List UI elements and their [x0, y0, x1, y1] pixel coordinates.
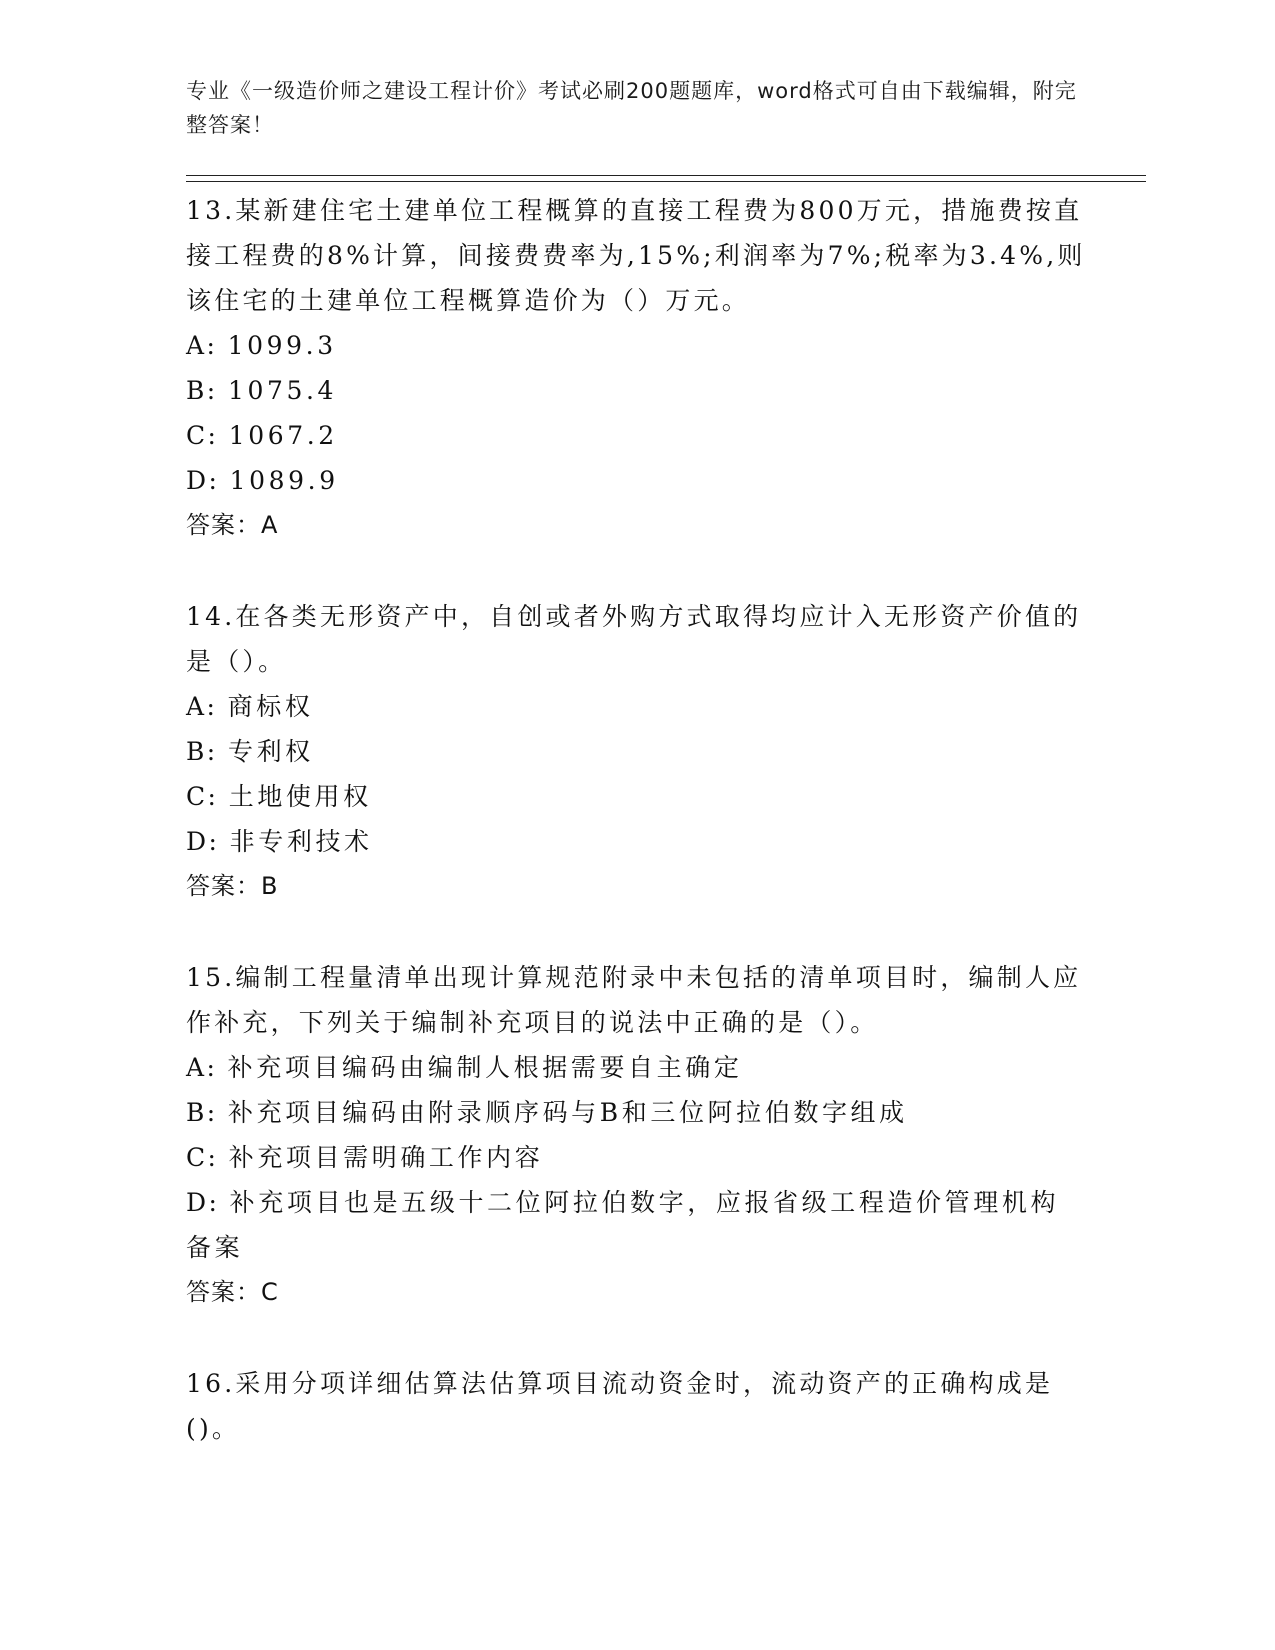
option-label: C: [186, 1143, 219, 1172]
option-text: 补充项目编码由附录顺序码与B和三位阿拉伯数字组成 [227, 1098, 908, 1127]
option-text: 专利权 [227, 737, 314, 766]
answer-line: 答案：B [186, 872, 279, 900]
header-text: 专业《一级造价师之建设工程计价》考试必刷200题题库，word格式可自由下载编辑，附完整答案！ [186, 79, 1077, 137]
option-d [186, 1180, 1086, 1270]
option-label: C: [186, 782, 219, 811]
option-b [186, 729, 1086, 774]
option-label: C: [186, 421, 219, 450]
spacer [186, 1315, 1086, 1361]
document-header [186, 74, 1086, 142]
option-label: D: [186, 466, 220, 495]
option-c [186, 1135, 1086, 1180]
option-label: A: [186, 1053, 218, 1082]
question-text: 15.编制工程量清单出现计算规范附录中未包括的清单项目时，编制人应作补充，下列关于编制补充项目的说法中正确的是（）。 [186, 963, 1082, 1037]
option-text: 1075.4 [227, 376, 338, 405]
header-rule-bottom [186, 181, 1146, 182]
option-d [186, 458, 1086, 503]
option-text: 1089.9 [229, 466, 339, 495]
option-c [186, 413, 1086, 458]
option-a [186, 684, 1086, 729]
option-b [186, 1090, 1086, 1135]
question-text: 16.采用分项详细估算法估算项目流动资金时，流动资产的正确构成是()。 [186, 1369, 1054, 1443]
question-text: 13.某新建住宅土建单位工程概算的直接工程费为800万元，措施费按直接工程费的8%计算，间接费费率为,15%;利润率为7%;税率为3.4%,则该住宅的土建单位工程概算造价为（）万元。 [186, 196, 1086, 315]
option-label: D: [186, 827, 220, 856]
option-label: B: [186, 376, 218, 405]
spacer [186, 909, 1086, 955]
option-label: D: [186, 1188, 220, 1217]
option-text: 补充项目也是五级十二位阿拉伯数字，应报省级工程造价管理机构备案 [186, 1188, 1060, 1262]
option-label: B: [186, 737, 218, 766]
option-d [186, 819, 1086, 864]
question-16 [186, 1361, 1086, 1451]
option-c [186, 774, 1086, 819]
option-text: 1067.2 [228, 421, 338, 450]
option-text: 补充项目需明确工作内容 [228, 1143, 544, 1172]
option-text: 非专利技术 [229, 827, 373, 856]
option-b [186, 368, 1086, 413]
question-text: 14.在各类无形资产中，自创或者外购方式取得均应计入无形资产价值的是（）。 [186, 602, 1082, 676]
option-text: 补充项目编码由编制人根据需要自主确定 [227, 1053, 743, 1082]
option-a [186, 1045, 1086, 1090]
answer-line: 答案：C [186, 1278, 279, 1306]
option-text: 土地使用权 [228, 782, 372, 811]
option-text: 商标权 [227, 692, 314, 721]
question-13 [186, 188, 1086, 548]
option-text: 1099.3 [227, 331, 337, 360]
answer-line: 答案：A [186, 511, 279, 539]
option-label: A: [186, 331, 218, 360]
option-label: B: [186, 1098, 218, 1127]
option-a [186, 323, 1086, 368]
question-15 [186, 955, 1086, 1315]
option-label: A: [186, 692, 218, 721]
header-rule-top [186, 175, 1146, 176]
spacer [186, 548, 1086, 594]
question-14 [186, 594, 1086, 909]
question-list [186, 188, 1086, 1451]
